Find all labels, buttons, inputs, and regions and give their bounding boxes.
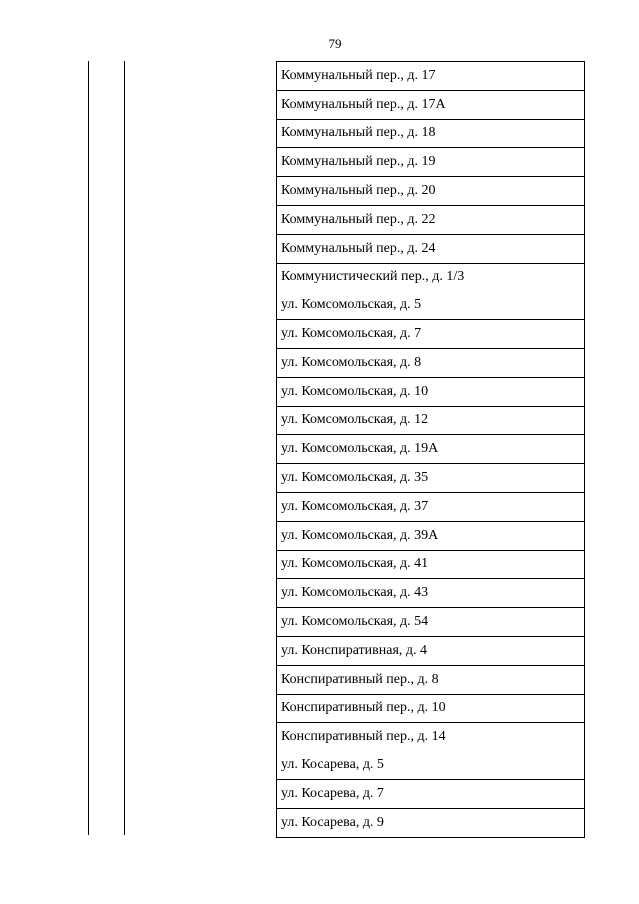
address-cell: ул. Комсомольская, д. 37 <box>277 492 585 521</box>
address-cell: Коммунальный пер., д. 19 <box>277 148 585 177</box>
table-row <box>277 119 585 148</box>
table-row <box>277 320 585 349</box>
table-row <box>277 348 585 377</box>
address-cell: Коммунистический пер., д. 1/3 <box>277 263 585 291</box>
address-cell: ул. Комсомольская, д. 8 <box>277 348 585 377</box>
table-row <box>277 148 585 177</box>
address-cell: Коммунальный пер., д. 22 <box>277 205 585 234</box>
table-row <box>277 90 585 119</box>
table-row <box>277 62 585 91</box>
address-cell: ул. Косарева, д. 7 <box>277 779 585 808</box>
address-cell: Конспиративный пер., д. 10 <box>277 694 585 723</box>
table-row <box>277 291 585 319</box>
address-cell: ул. Комсомольская, д. 10 <box>277 377 585 406</box>
table-row <box>277 723 585 751</box>
table-row <box>277 751 585 779</box>
table-row <box>277 205 585 234</box>
table-row <box>277 550 585 579</box>
table-row <box>277 435 585 464</box>
table-column-border-left <box>88 61 89 835</box>
table-row <box>277 492 585 521</box>
address-table-body <box>277 62 585 838</box>
address-cell: Конспиративный пер., д. 14 <box>277 723 585 751</box>
table-row <box>277 521 585 550</box>
address-cell: Коммунальный пер., д. 18 <box>277 119 585 148</box>
table-row <box>277 694 585 723</box>
address-cell: ул. Комсомольская, д. 19А <box>277 435 585 464</box>
address-cell: ул. Комсомольская, д. 39А <box>277 521 585 550</box>
table-row <box>277 177 585 206</box>
table-column-border-inner <box>124 61 125 835</box>
table-row <box>277 464 585 493</box>
address-cell: ул. Комсомольская, д. 7 <box>277 320 585 349</box>
address-cell: ул. Конспиративная, д. 4 <box>277 636 585 665</box>
address-cell: ул. Комсомольская, д. 41 <box>277 550 585 579</box>
address-cell: ул. Комсомольская, д. 5 <box>277 291 585 319</box>
address-cell: ул. Комсомольская, д. 12 <box>277 406 585 435</box>
page-number: 79 <box>328 36 342 51</box>
address-cell: Конспиративный пер., д. 8 <box>277 665 585 694</box>
address-cell: ул. Комсомольская, д. 35 <box>277 464 585 493</box>
address-cell: ул. Косарева, д. 9 <box>277 808 585 837</box>
address-cell: Коммунальный пер., д. 17А <box>277 90 585 119</box>
table-row <box>277 263 585 291</box>
address-cell: ул. Косарева, д. 5 <box>277 751 585 779</box>
table-row <box>277 406 585 435</box>
address-cell: ул. Комсомольская, д. 43 <box>277 579 585 608</box>
table-row <box>277 608 585 637</box>
address-cell: Коммунальный пер., д. 17 <box>277 62 585 91</box>
address-table <box>276 61 585 838</box>
address-cell: Коммунальный пер., д. 20 <box>277 177 585 206</box>
table-row <box>277 636 585 665</box>
table-row <box>277 779 585 808</box>
table-row <box>277 579 585 608</box>
table-row <box>277 234 585 263</box>
table-row <box>277 808 585 837</box>
address-cell: Коммунальный пер., д. 24 <box>277 234 585 263</box>
address-cell: ул. Комсомольская, д. 54 <box>277 608 585 637</box>
table-row <box>277 377 585 406</box>
table-row <box>277 665 585 694</box>
